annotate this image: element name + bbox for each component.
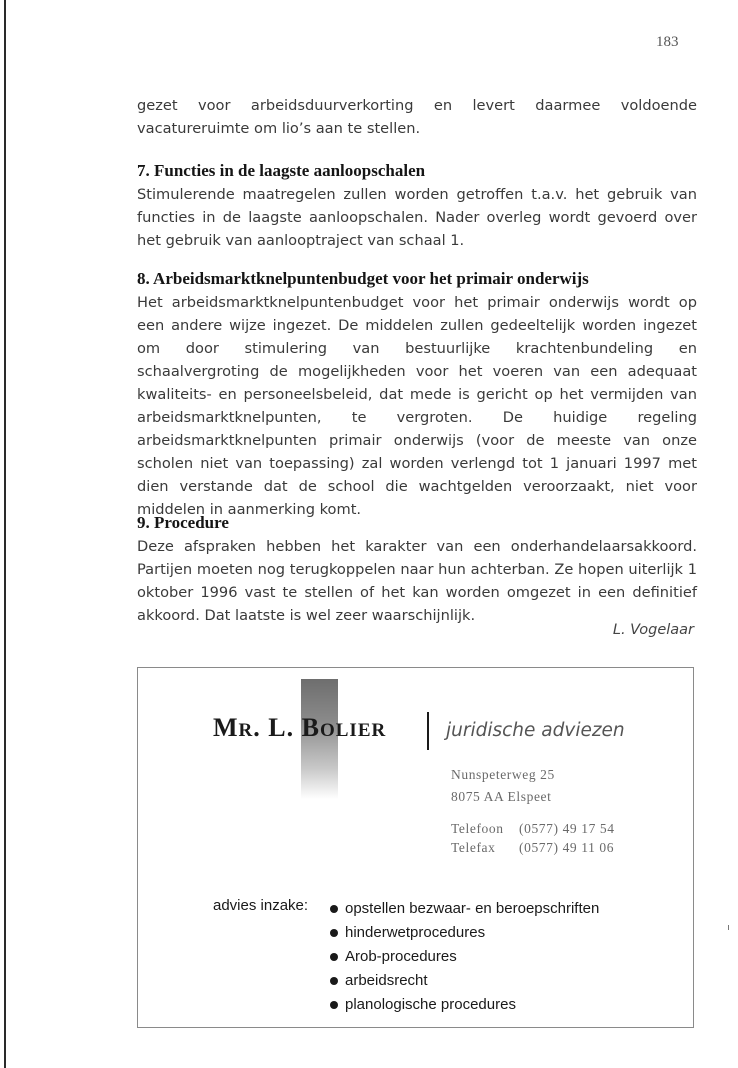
intro-paragraph: gezet voor arbeidsduurverkorting en levert daarmee voldoende vacatureruimte om lio’s aan te stellen. bbox=[137, 97, 697, 137]
address-postal: 8075 AA Elspeet bbox=[451, 789, 552, 804]
section-7-heading: 7. Functies in de laagste aanloopschalen bbox=[137, 161, 426, 180]
firm-tagline: juridische adviezen bbox=[446, 720, 625, 741]
list-item: arbeidsrecht bbox=[330, 969, 599, 993]
fax-line bbox=[451, 840, 615, 856]
bullet-icon bbox=[330, 1001, 338, 1009]
list-item: planologische procedures bbox=[330, 993, 599, 1017]
phone-number: (0577) 49 17 54 bbox=[519, 821, 615, 836]
phone-line bbox=[451, 821, 615, 837]
section-8-body: Het arbeidsmarktknelpuntenbudget voor het primair onderwijs wordt op een andere wijze ingezet. De middelen zullen gedeeltelijk worden ingezet om door stimulering van bestuurlijke krachtenbundeling en schaalvergroting de mogelijkheden voor het voeren van een adequaat kwaliteits- en personeelsbeleid, dat mede is gericht op het vermijden van arbeidsmarktknelpunten, te vergroten. De huidige regeling arbeidsmarktknelpunten primair onderwijs (voor de meeste van onze scholen niet van toepassing) zal worden verlengd tot 1 januari 1997 met dien verstande dat de school die wachtgelden veroorzaakt, niet voor middelen in aanmerking komt. bbox=[137, 294, 697, 518]
advice-list bbox=[330, 897, 599, 1017]
section-7-body: Stimulerende maatregelen zullen worden getroffen t.a.v. het gebruik van functies in de laagste aanloopschalen. Nader overleg wordt gevoerd over het gebruik van aanlooptraject van schaal 1. bbox=[137, 186, 697, 249]
author-signature: L. Vogelaar bbox=[612, 622, 694, 638]
section-8-heading: 8. Arbeidsmarktknelpuntenbudget voor het primair onderwijs bbox=[137, 269, 589, 288]
logo-divider bbox=[427, 712, 429, 750]
firm-name: MR. L. BOLIER bbox=[213, 713, 387, 742]
scan-edge-line bbox=[4, 0, 6, 1068]
list-item: opstellen bezwaar- en beroepschriften bbox=[330, 897, 599, 921]
section-9-heading: 9. Procedure bbox=[137, 513, 229, 532]
fax-label: Telefax bbox=[451, 840, 496, 855]
list-item: hinderwetprocedures bbox=[330, 921, 599, 945]
list-item: Arob-procedures bbox=[330, 945, 599, 969]
bullet-icon bbox=[330, 953, 338, 961]
phone-label: Telefoon bbox=[451, 821, 504, 836]
address-street: Nunspeterweg 25 bbox=[451, 767, 555, 782]
bullet-icon bbox=[330, 929, 338, 937]
page-number: 183 bbox=[656, 34, 679, 50]
scan-speck bbox=[728, 925, 729, 930]
fax-number: (0577) 49 11 06 bbox=[519, 840, 615, 855]
section-9-body: Deze afspraken hebben het karakter van een onderhandelaarsakkoord. Partijen moeten nog terugkoppelen naar hun achterban. Ze hopen uiterlijk 1 oktober 1996 vast te stellen of het kan worden omgezet in een definitief akkoord. Dat laatste is wel zeer waarschijnlijk. bbox=[137, 538, 697, 624]
bullet-icon bbox=[330, 977, 338, 985]
advice-label: advies inzake: bbox=[213, 897, 309, 914]
bullet-icon bbox=[330, 905, 338, 913]
